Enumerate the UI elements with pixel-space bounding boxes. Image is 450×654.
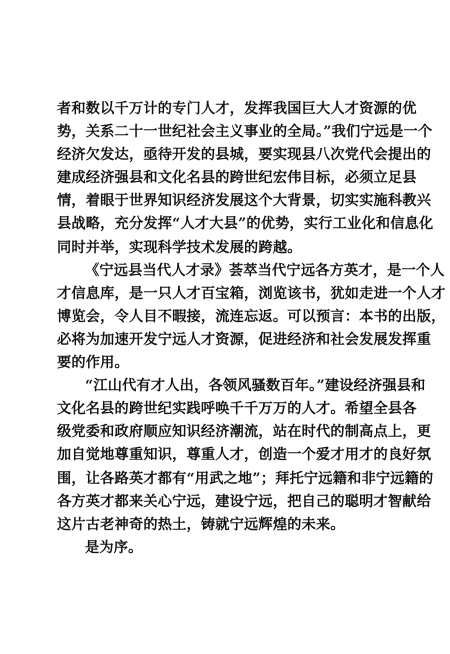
text-line: “江山代有才人出，各领风骚数百年。”建设经济强县和	[85, 378, 426, 395]
closing-line: 是为序。	[85, 539, 143, 556]
text-line: 《宁远县当代人才录》荟萃当代宁远各方英才，是一个人	[85, 262, 445, 279]
text-line: 文化名县的跨世纪实践呼唤千千万万的人才。希望全县各	[57, 401, 417, 418]
text-line: 才信息库，是一只人才百宝箱，浏览该书，犹如走进一个人才	[57, 285, 446, 302]
text-line: 级党委和政府顺应知识经济潮流，站在时代的制高点上，更	[57, 424, 432, 441]
document-body	[57, 98, 446, 537]
text-line: 这片古老神奇的热土，铸就宁远辉煌的未来。	[57, 516, 345, 533]
text-line: 要的作用。	[57, 355, 129, 372]
text-line: 同时并举，实现科学技术发展的跨越。	[57, 239, 302, 256]
text-line: 县战略，充分发挥“人才大县”的优势，实行工业化和信息化	[57, 216, 434, 233]
text-line: 各方英才都来关心宁远，建设宁远，把自己的聪明才智献给	[57, 493, 432, 510]
text-line: 建成经济强县和文化名县的跨世纪宏伟目标，必须立足县	[57, 170, 417, 187]
text-line: 加自觉地尊重知识，尊重人才，创造一个爱才用才的良好氛	[57, 447, 432, 464]
text-line: 者和数以千万计的专门人才，发挥我国巨大人才资源的优	[57, 101, 417, 117]
text-line: 博览会，令人目不暇接，流连忘返。可以预言：本书的出版，	[57, 308, 446, 325]
text-line: 围，让各路英才都有“用武之地”；拜托宁远籍和非宁远籍的	[57, 470, 434, 487]
text-line: 必将为加速开发宁远人才资源，促进经济和社会发展发挥重	[57, 331, 432, 348]
text-line: 势，关系二十一世纪社会主义事业的全局。”我们宁远是一个	[57, 124, 433, 141]
text-line: 经济欠发达，亟待开发的县城，要实现县八次党代会提出的	[57, 147, 432, 164]
text-line: 情，着眼于世界知识经济发展这个大背景，切实实施科教兴	[57, 193, 432, 210]
